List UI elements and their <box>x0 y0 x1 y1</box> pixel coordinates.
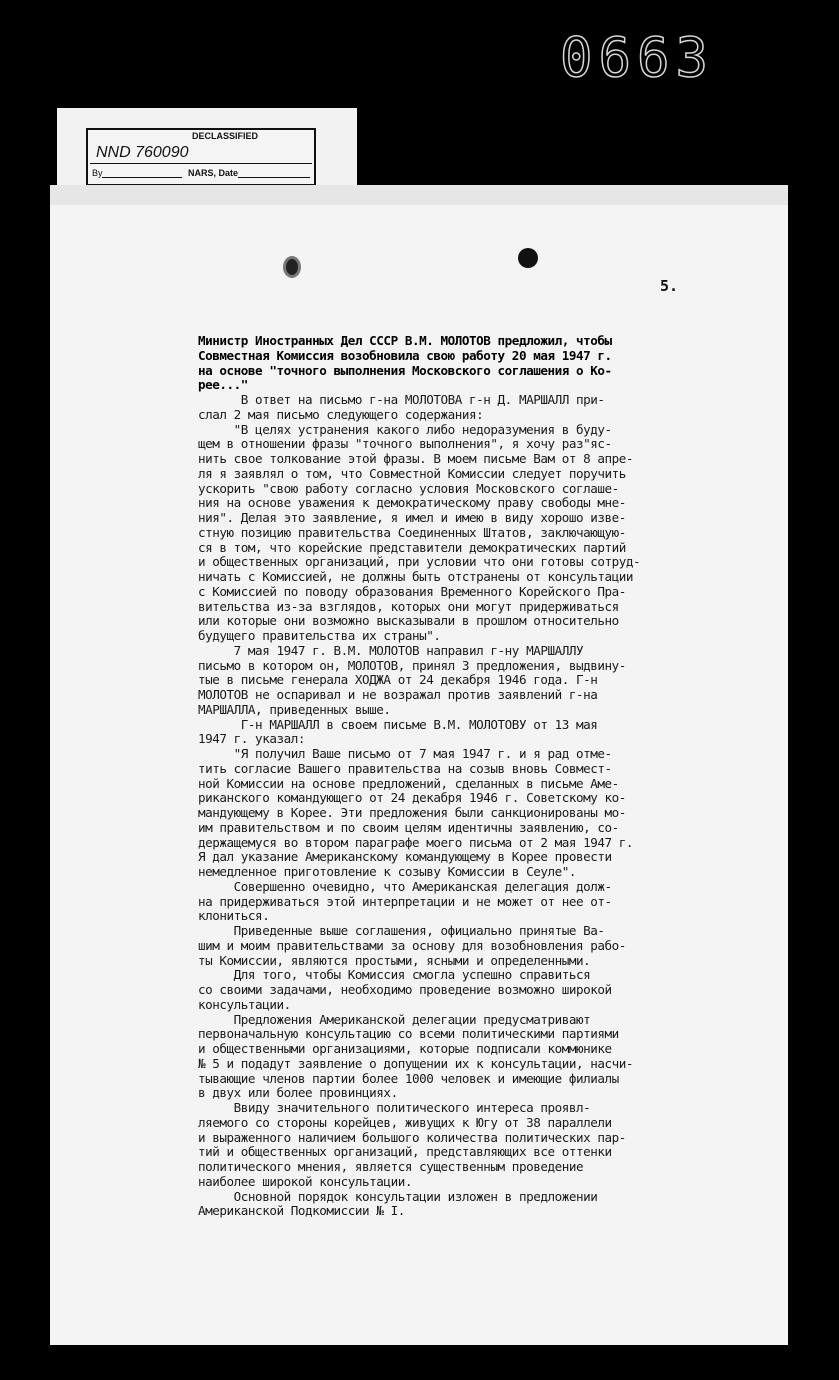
text-line: письмо в котором он, МОЛОТОВ, принял 3 предложения, выдвину- <box>198 657 626 673</box>
page-top-edge <box>50 185 788 205</box>
text-line: нить свое толкование этой фразы. В моем письме Вам от 8 апре- <box>198 451 634 466</box>
text-line: ускорить "свою работу согласно условия Московского соглаше- <box>198 480 619 496</box>
text-line: на основе "точного выполнения Московского соглашения о Ко- <box>198 362 612 378</box>
text-line: 7 мая 1947 г. В.М. МОЛОТОВ направил г-ну МАРШАЛЛУ <box>198 642 584 658</box>
text-line: Совершенно очевидно, что Американская делегация долж- <box>198 878 612 894</box>
text-line: клониться. <box>198 908 270 924</box>
text-line: немедленное приготовление к созыву Комиссии в Сеуле". <box>198 864 577 879</box>
text-line: тий и общественных организаций, представляющих все оттенки <box>198 1144 612 1160</box>
text-line: им правительством и по своим целям идентичны заявлению, со- <box>198 819 619 835</box>
text-line: с Комиссией по поводу образования Временного Корейского Пра- <box>198 583 626 599</box>
text-line: слал 2 мая письмо следующего содержания: <box>198 406 484 422</box>
declassified-stamp <box>86 128 316 186</box>
text-line: первоначальную консультацию со всеми политическими партиями <box>198 1026 619 1042</box>
text-line: Я дал указание Американскому командующему в Корее провести <box>198 849 612 865</box>
text-line: Приведенные выше соглашения, официально принятые Ва- <box>198 923 605 938</box>
punch-hole-right <box>518 248 538 268</box>
text-line: держащемуся во втором параграфе моего письма от 2 мая 1947 г. <box>198 834 634 850</box>
text-line: Министр Иностранных Дел СССР В.М. МОЛОТОВ предложил, чтобы <box>198 333 612 348</box>
text-line: вительства из-за взглядов, которых они могут придерживаться <box>198 598 619 614</box>
text-line: ной Комиссии на основе предложений, сделанных в письме Аме- <box>198 775 619 791</box>
text-line: ничать с Комиссией, не должны быть отстранены от консультации <box>198 569 634 584</box>
stamp-nars-label: NARS, Date <box>188 168 239 178</box>
text-line: Предложения Американской делегации предусматривают <box>198 1011 591 1027</box>
text-line: Ввиду значительного политического интереса проявл- <box>198 1100 591 1115</box>
text-line: политического мнения, является существенным проведение <box>198 1159 584 1174</box>
stamp-by-line <box>102 177 182 178</box>
text-line: "Я получил Ваше письмо от 7 мая 1947 г. и я рад отме- <box>198 746 612 761</box>
stamp-date-line <box>238 177 310 178</box>
text-line: тывающие членов партии более 1000 человек и имеющие филиалы <box>198 1070 619 1086</box>
text-line: рее..." <box>198 377 248 393</box>
text-line: и общественных организаций, при условии что они готовы сотруд- <box>198 554 641 570</box>
text-line: консультации. <box>198 996 291 1012</box>
text-line: риканского командующего от 24 декабря 1946 г. Советскому ко- <box>198 790 626 806</box>
text-line: ты Комиссии, являются простыми, ясными и определенными. <box>198 952 591 968</box>
frame-number: 0663 <box>560 26 715 89</box>
text-line: на придерживаться этой интерпретации и не может от нее от- <box>198 893 612 909</box>
page-number: 5. <box>660 277 679 295</box>
text-line: № 5 и подадут заявление о допущении их к консультации, насчи- <box>198 1055 634 1071</box>
text-line: ся в том, что корейские представители демократических партий <box>198 539 626 555</box>
text-line: в двух или более провинциях. <box>198 1085 398 1101</box>
text-line: МОЛОТОВ не оспаривал и не возражал против заявлений г-на <box>198 687 598 702</box>
stamp-divider <box>90 163 312 164</box>
text-line: щем в отношении фразы "точного выполнения", я хочу раз"яс- <box>198 436 612 452</box>
text-line: со своими задачами, необходимо проведение возможно широкой <box>198 982 612 997</box>
text-line: или которые они возможно высказывали в прошлом относительно <box>198 613 619 629</box>
text-line: Основной порядок консультации изложен в предложении <box>198 1188 598 1204</box>
text-line: мандующему в Корее. Эти предложения были санкционированы мо- <box>198 805 626 820</box>
punch-hole-left <box>283 256 301 278</box>
text-line: ля я заявлял о том, что Совместной Комиссии следует поручить <box>198 465 626 481</box>
text-line: Совместная Комиссия возобновила свою работу 20 мая 1947 г. <box>198 347 612 363</box>
stamp-authority: NND 760090 <box>96 144 189 161</box>
text-line: наиболее широкой консультации. <box>198 1173 412 1189</box>
text-line: ния на основе уважения к демократическому праву свободы мне- <box>198 495 626 511</box>
text-line: ляемого со стороны корейцев, живущих к Югу от 38 параллели <box>198 1114 612 1130</box>
text-line: и общественными организациями, которые подписали коммюнике <box>198 1041 612 1056</box>
text-line: 1947 г. указал: <box>198 731 305 747</box>
text-line: МАРШАЛЛА, приведенных выше. <box>198 701 391 717</box>
text-line: и выраженного наличием большого количества политических пар- <box>198 1129 626 1145</box>
text-line: ния". Делая это заявление, я имел и имею в виду хорошо изве- <box>198 510 626 525</box>
document-body <box>198 334 758 1219</box>
stamp-title: DECLASSIFIED <box>192 131 259 141</box>
text-line: тить согласие Вашего правительства на созыв вновь Совмест- <box>198 760 612 776</box>
text-line: тые в письме генерала ХОДЖА от 24 декабря 1946 года. Г-н <box>198 672 598 688</box>
text-line: "В целях устранения какого либо недоразумения в буду- <box>198 421 612 437</box>
text-line: В ответ на письмо г-на МОЛОТОВА г-н Д. МАРШАЛЛ при- <box>198 392 605 407</box>
stamp-by-label: By <box>92 168 103 178</box>
text-line: Г-н МАРШАЛЛ в своем письме В.М. МОЛОТОВУ от 13 мая <box>198 716 598 732</box>
text-line: Для того, чтобы Комиссия смогла успешно справиться <box>198 967 591 983</box>
text-line: стную позицию правительства Соединенных Штатов, заключающую- <box>198 524 626 540</box>
text-line: будущего правительства их страны". <box>198 628 441 643</box>
text-line: шим и моим правительствами за основу для возобновления рабо- <box>198 937 626 953</box>
text-line: Американской Подкомиссии № I. <box>198 1203 405 1219</box>
